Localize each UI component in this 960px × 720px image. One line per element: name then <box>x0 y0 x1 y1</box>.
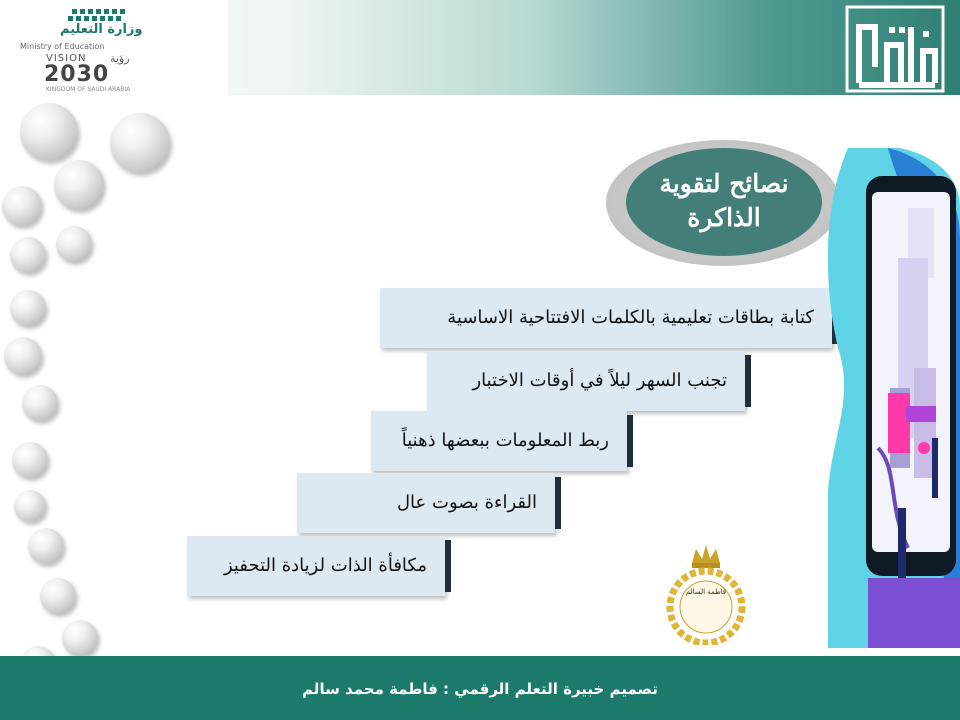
bubble-decoration <box>4 337 42 375</box>
bubble-decoration <box>62 620 98 656</box>
bubble-decoration <box>28 528 64 564</box>
tip-item: ربط المعلومات ببعضها ذهنياً <box>371 411 627 471</box>
bubble-decoration <box>110 113 170 173</box>
footer-credit: تصميم خبيرة التعلم الرقمي : فاطمة محمد سالم <box>302 680 658 698</box>
tip-item: مكافأة الذات لزيادة التحفيز <box>187 536 445 596</box>
vision-label-en: VISION <box>46 53 87 64</box>
kingdom-label: KINGDOM OF SAUDI ARABIA <box>46 86 131 93</box>
bubble-decoration <box>56 226 92 262</box>
vision-year: 2030 <box>44 62 110 87</box>
vision-label-ar: رؤية <box>110 52 130 65</box>
bubble-decoration <box>40 578 76 614</box>
bubble-decoration <box>54 160 104 210</box>
bubble-decoration <box>22 385 58 421</box>
tip-item: القراءة بصوت عال <box>297 473 555 533</box>
bubble-decoration <box>2 186 42 226</box>
bubble-decoration <box>10 290 46 326</box>
bubble-decoration <box>14 490 46 522</box>
bubble-decoration <box>20 103 78 161</box>
slide-title <box>626 148 822 256</box>
bubble-decoration <box>10 237 46 273</box>
phone-illustration-icon <box>828 148 960 648</box>
title-line-2: الذاكرة <box>687 203 761 232</box>
title-line-1: نصائح لتقوية <box>659 169 789 198</box>
badge-signature: فاطمة السالم <box>685 588 727 596</box>
ministry-name-ar: وزارة التعليم <box>60 22 143 37</box>
calligraphy-emblem-icon <box>845 5 945 93</box>
ministry-name-en: Ministry of Education <box>20 42 105 51</box>
tip-item: كتابة بطاقات تعليمية بالكلمات الافتتاحية الاساسية <box>380 288 832 348</box>
tip-item: تجنب السهر ليلاً في أوقات الاختبار <box>427 351 745 411</box>
bubble-decoration <box>12 442 48 478</box>
